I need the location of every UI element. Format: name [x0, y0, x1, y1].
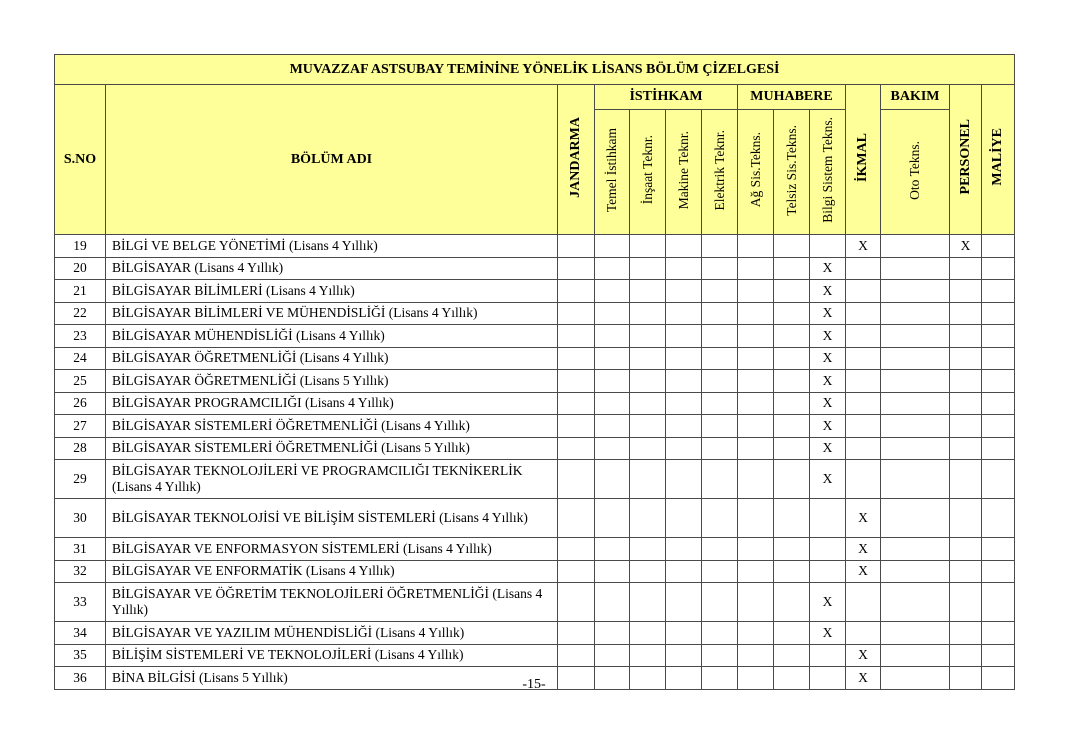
- mark-cell: [881, 583, 950, 622]
- mark-cell: [558, 392, 595, 415]
- lisans-bolum-table: [54, 54, 1015, 690]
- mark-cell: [881, 235, 950, 258]
- subheader-label: Ağ Sis.Tekns.: [747, 132, 763, 208]
- header-bakim: BAKIM: [881, 85, 950, 110]
- mark-cell: [881, 347, 950, 370]
- mark-cell: [666, 302, 702, 325]
- table-row: [55, 499, 1015, 538]
- table-row: [55, 257, 1015, 280]
- mark-cell: [846, 415, 881, 438]
- mark-cell: [846, 302, 881, 325]
- bolum-adi: BİLGİSAYAR TEKNOLOJİSİ VE BİLİŞİM SİSTEMLERİ (Lisans 4 Yıllık): [106, 499, 558, 538]
- mark-cell: [595, 644, 630, 667]
- mark-cell: [950, 257, 982, 280]
- subheader-bilgi-sistem-tekns: [810, 110, 846, 235]
- bolum-adi: BİLGİSAYAR PROGRAMCILIĞI (Lisans 4 Yıllık): [106, 392, 558, 415]
- subheader-label: Elektrik Teknr.: [711, 129, 727, 211]
- mark-cell: [630, 392, 666, 415]
- mark-cell: [738, 415, 774, 438]
- mark-cell: [774, 257, 810, 280]
- header-bolum-adi: BÖLÜM ADI: [106, 85, 558, 235]
- mark-cell: [558, 235, 595, 258]
- mark-cell: [982, 583, 1015, 622]
- mark-cell: [881, 370, 950, 393]
- mark-cell: [630, 538, 666, 561]
- row-number: 26: [55, 392, 106, 415]
- table-row: [55, 622, 1015, 645]
- mark-cell: [630, 437, 666, 460]
- mark-cell: [666, 347, 702, 370]
- mark-cell: [950, 280, 982, 303]
- mark-cell: [558, 499, 595, 538]
- subheader-temel-istihkam: [595, 110, 630, 235]
- mark-cell: [846, 622, 881, 645]
- mark-cell: [666, 370, 702, 393]
- mark-cell: [595, 622, 630, 645]
- table-row: [55, 583, 1015, 622]
- row-number: 32: [55, 560, 106, 583]
- mark-cell: [738, 460, 774, 499]
- mark-cell: [595, 257, 630, 280]
- mark-cell: [810, 560, 846, 583]
- mark-cell: [982, 392, 1015, 415]
- mark-cell: [774, 370, 810, 393]
- table-row: [55, 302, 1015, 325]
- mark-cell: [666, 235, 702, 258]
- mark-cell: [982, 257, 1015, 280]
- mark-cell: [950, 347, 982, 370]
- mark-cell: [702, 538, 738, 561]
- mark-cell: [950, 460, 982, 499]
- mark-cell: [881, 280, 950, 303]
- mark-cell: [950, 560, 982, 583]
- mark-cell: [774, 499, 810, 538]
- mark-cell: [630, 325, 666, 348]
- mark-cell: [702, 392, 738, 415]
- bolum-adi: BİNA BİLGİSİ (Lisans 5 Yıllık): [106, 667, 558, 690]
- mark-cell: [881, 392, 950, 415]
- mark-cell: [666, 325, 702, 348]
- mark-cell: [595, 583, 630, 622]
- mark-cell: [738, 392, 774, 415]
- mark-cell: [666, 499, 702, 538]
- mark-cell: [558, 325, 595, 348]
- row-number: 24: [55, 347, 106, 370]
- mark-cell: [950, 325, 982, 348]
- mark-cell: [950, 437, 982, 460]
- mark-cell: [774, 583, 810, 622]
- mark-cell: [774, 392, 810, 415]
- mark-cell: [630, 347, 666, 370]
- mark-cell: [558, 370, 595, 393]
- mark-cell: [982, 538, 1015, 561]
- mark-cell: [595, 235, 630, 258]
- mark-cell: [881, 460, 950, 499]
- mark-cell: [982, 370, 1015, 393]
- mark-cell: [702, 280, 738, 303]
- mark-cell: X: [846, 560, 881, 583]
- mark-cell: X: [810, 622, 846, 645]
- mark-cell: [810, 644, 846, 667]
- table-row: [55, 370, 1015, 393]
- mark-cell: [738, 538, 774, 561]
- mark-cell: X: [810, 437, 846, 460]
- mark-cell: [738, 644, 774, 667]
- table-row: [55, 644, 1015, 667]
- bolum-adi: BİLGİSAYAR BİLİMLERİ VE MÜHENDİSLİĞİ (Lisans 4 Yıllık): [106, 302, 558, 325]
- bolum-adi: BİLGİSAYAR VE ENFORMASYON SİSTEMLERİ (Lisans 4 Yıllık): [106, 538, 558, 561]
- mark-cell: X: [846, 644, 881, 667]
- mark-cell: [950, 583, 982, 622]
- mark-cell: [982, 415, 1015, 438]
- mark-cell: [881, 257, 950, 280]
- table-row: [55, 538, 1015, 561]
- header-maliye-label: MALİYE: [990, 128, 1005, 186]
- mark-cell: [666, 560, 702, 583]
- mark-cell: [774, 235, 810, 258]
- header-istihkam: İSTİHKAM: [595, 85, 738, 110]
- bolum-adi: BİLGİ VE BELGE YÖNETİMİ (Lisans 4 Yıllık): [106, 235, 558, 258]
- table-title: MUVAZZAF ASTSUBAY TEMİNİNE YÖNELİK LİSANS BÖLÜM ÇİZELGESİ: [55, 55, 1015, 85]
- header-ikmal-label: İKMAL: [855, 132, 870, 182]
- mark-cell: [702, 257, 738, 280]
- mark-cell: [810, 235, 846, 258]
- subheader-elektrik-teknr: [702, 110, 738, 235]
- mark-cell: [982, 560, 1015, 583]
- mark-cell: [774, 622, 810, 645]
- mark-cell: [774, 280, 810, 303]
- row-number: 25: [55, 370, 106, 393]
- mark-cell: [630, 280, 666, 303]
- table-row: [55, 392, 1015, 415]
- bolum-adi: BİLGİSAYAR MÜHENDİSLİĞİ (Lisans 4 Yıllık): [106, 325, 558, 348]
- table-row: [55, 460, 1015, 499]
- table-row: [55, 235, 1015, 258]
- mark-cell: [881, 415, 950, 438]
- mark-cell: [595, 392, 630, 415]
- mark-cell: [950, 415, 982, 438]
- mark-cell: [558, 302, 595, 325]
- mark-cell: [630, 560, 666, 583]
- mark-cell: [738, 560, 774, 583]
- mark-cell: [630, 499, 666, 538]
- row-number: 31: [55, 538, 106, 561]
- mark-cell: X: [846, 667, 881, 690]
- row-number: 27: [55, 415, 106, 438]
- mark-cell: [630, 257, 666, 280]
- mark-cell: X: [810, 347, 846, 370]
- mark-cell: [630, 302, 666, 325]
- bolum-adi: BİLGİSAYAR ÖĞRETMENLİĞİ (Lisans 4 Yıllık): [106, 347, 558, 370]
- mark-cell: [950, 370, 982, 393]
- mark-cell: [982, 235, 1015, 258]
- mark-cell: [846, 280, 881, 303]
- table-row: [55, 560, 1015, 583]
- mark-cell: [702, 437, 738, 460]
- mark-cell: [702, 370, 738, 393]
- mark-cell: [982, 302, 1015, 325]
- mark-cell: [846, 347, 881, 370]
- mark-cell: [702, 622, 738, 645]
- mark-cell: [881, 644, 950, 667]
- mark-cell: [630, 415, 666, 438]
- mark-cell: [630, 235, 666, 258]
- mark-cell: X: [810, 392, 846, 415]
- mark-cell: [558, 644, 595, 667]
- mark-cell: [702, 644, 738, 667]
- subheader-makine-teknr: [666, 110, 702, 235]
- mark-cell: [774, 644, 810, 667]
- mark-cell: [982, 644, 1015, 667]
- subheader-label: Bilgi Sistem Tekns.: [819, 117, 835, 223]
- mark-cell: [846, 257, 881, 280]
- mark-cell: [881, 437, 950, 460]
- mark-cell: [595, 415, 630, 438]
- mark-cell: [702, 499, 738, 538]
- mark-cell: [666, 644, 702, 667]
- header-personel: [950, 85, 982, 235]
- table-row: [55, 347, 1015, 370]
- mark-cell: [666, 392, 702, 415]
- mark-cell: [881, 325, 950, 348]
- subheader-label: Temel İstihkam: [604, 127, 620, 213]
- mark-cell: [595, 347, 630, 370]
- mark-cell: [881, 499, 950, 538]
- mark-cell: [950, 622, 982, 645]
- mark-cell: [558, 257, 595, 280]
- mark-cell: X: [810, 370, 846, 393]
- header-jandarma-label: JANDARMA: [568, 116, 583, 198]
- header-sno: S.NO: [55, 85, 106, 235]
- mark-cell: [558, 460, 595, 499]
- bolum-adi: BİLİŞİM SİSTEMLERİ VE TEKNOLOJİLERİ (Lisans 4 Yıllık): [106, 644, 558, 667]
- subheader-ag-sis-tekns: [738, 110, 774, 235]
- mark-cell: [881, 538, 950, 561]
- mark-cell: [630, 583, 666, 622]
- mark-cell: [666, 538, 702, 561]
- mark-cell: [595, 560, 630, 583]
- mark-cell: [595, 460, 630, 499]
- mark-cell: [774, 415, 810, 438]
- mark-cell: [630, 460, 666, 499]
- mark-cell: [881, 560, 950, 583]
- row-number: 20: [55, 257, 106, 280]
- row-number: 21: [55, 280, 106, 303]
- row-number: 34: [55, 622, 106, 645]
- mark-cell: [595, 370, 630, 393]
- header-jandarma: [558, 85, 595, 235]
- mark-cell: [558, 280, 595, 303]
- row-number: 33: [55, 583, 106, 622]
- mark-cell: X: [846, 499, 881, 538]
- subheader-insaat-teknr: [630, 110, 666, 235]
- mark-cell: [738, 583, 774, 622]
- subheader-telsiz-sis-tekns: [774, 110, 810, 235]
- mark-cell: [738, 235, 774, 258]
- mark-cell: [666, 280, 702, 303]
- bolum-adi: BİLGİSAYAR SİSTEMLERİ ÖĞRETMENLİĞİ (Lisans 5 Yıllık): [106, 437, 558, 460]
- mark-cell: X: [810, 460, 846, 499]
- bolum-adi: BİLGİSAYAR (Lisans 4 Yıllık): [106, 257, 558, 280]
- row-number: 36: [55, 667, 106, 690]
- mark-cell: [630, 622, 666, 645]
- mark-cell: [666, 622, 702, 645]
- mark-cell: [982, 325, 1015, 348]
- table-row: [55, 325, 1015, 348]
- mark-cell: [846, 392, 881, 415]
- subheader-label: İnşaat Teknr.: [639, 135, 655, 205]
- row-number: 30: [55, 499, 106, 538]
- mark-cell: [702, 302, 738, 325]
- bolum-adi: BİLGİSAYAR VE ÖĞRETİM TEKNOLOJİLERİ ÖĞRETMENLİĞİ (Lisans 4 Yıllık): [106, 583, 558, 622]
- mark-cell: [738, 347, 774, 370]
- mark-cell: [558, 415, 595, 438]
- row-number: 29: [55, 460, 106, 499]
- mark-cell: [666, 460, 702, 499]
- mark-cell: [774, 437, 810, 460]
- mark-cell: [630, 370, 666, 393]
- mark-cell: [558, 560, 595, 583]
- mark-cell: [666, 583, 702, 622]
- mark-cell: [738, 437, 774, 460]
- mark-cell: [558, 583, 595, 622]
- mark-cell: [702, 347, 738, 370]
- subheader-label: Oto Tekns.: [907, 140, 923, 200]
- mark-cell: [774, 538, 810, 561]
- mark-cell: [702, 560, 738, 583]
- mark-cell: [982, 280, 1015, 303]
- row-number: 19: [55, 235, 106, 258]
- mark-cell: [982, 622, 1015, 645]
- row-number: 28: [55, 437, 106, 460]
- bolum-adi: BİLGİSAYAR VE YAZILIM MÜHENDİSLİĞİ (Lisans 4 Yıllık): [106, 622, 558, 645]
- mark-cell: [774, 560, 810, 583]
- mark-cell: [666, 437, 702, 460]
- mark-cell: [702, 415, 738, 438]
- mark-cell: [595, 499, 630, 538]
- mark-cell: X: [950, 235, 982, 258]
- mark-cell: [881, 622, 950, 645]
- mark-cell: [881, 302, 950, 325]
- mark-cell: [774, 460, 810, 499]
- row-number: 35: [55, 644, 106, 667]
- page-number: -15-: [522, 677, 546, 692]
- mark-cell: [558, 347, 595, 370]
- header-muhabere: MUHABERE: [738, 85, 846, 110]
- mark-cell: [558, 622, 595, 645]
- mark-cell: [846, 460, 881, 499]
- mark-cell: [810, 538, 846, 561]
- row-number: 22: [55, 302, 106, 325]
- table-row: [55, 280, 1015, 303]
- mark-cell: [982, 437, 1015, 460]
- mark-cell: [595, 437, 630, 460]
- mark-cell: [738, 370, 774, 393]
- mark-cell: [982, 347, 1015, 370]
- bolum-adi: BİLGİSAYAR ÖĞRETMENLİĞİ (Lisans 5 Yıllık): [106, 370, 558, 393]
- mark-cell: [738, 257, 774, 280]
- mark-cell: X: [810, 257, 846, 280]
- mark-cell: [666, 257, 702, 280]
- header-maliye: [982, 85, 1015, 235]
- mark-cell: X: [810, 302, 846, 325]
- bolum-adi: BİLGİSAYAR TEKNOLOJİLERİ VE PROGRAMCILIĞI TEKNİKERLİK (Lisans 4 Yıllık): [106, 460, 558, 499]
- mark-cell: X: [810, 280, 846, 303]
- mark-cell: [702, 583, 738, 622]
- mark-cell: [738, 280, 774, 303]
- mark-cell: X: [846, 538, 881, 561]
- mark-cell: X: [810, 415, 846, 438]
- mark-cell: [774, 347, 810, 370]
- header-ikmal: [846, 85, 881, 235]
- mark-cell: [595, 302, 630, 325]
- mark-cell: [846, 437, 881, 460]
- mark-cell: [666, 415, 702, 438]
- mark-cell: [950, 644, 982, 667]
- subheader-oto-tekns: [881, 110, 950, 235]
- mark-cell: [738, 325, 774, 348]
- mark-cell: [738, 302, 774, 325]
- mark-cell: [595, 538, 630, 561]
- row-number: 23: [55, 325, 106, 348]
- mark-cell: [982, 460, 1015, 499]
- mark-cell: [702, 235, 738, 258]
- subheader-label: Makine Teknr.: [675, 130, 691, 210]
- mark-cell: X: [810, 325, 846, 348]
- mark-cell: [702, 460, 738, 499]
- mark-cell: [595, 280, 630, 303]
- mark-cell: [630, 644, 666, 667]
- bolum-adi: BİLGİSAYAR BİLİMLERİ (Lisans 4 Yıllık): [106, 280, 558, 303]
- mark-cell: [982, 499, 1015, 538]
- mark-cell: [846, 370, 881, 393]
- mark-cell: [774, 325, 810, 348]
- mark-cell: [738, 622, 774, 645]
- mark-cell: [950, 302, 982, 325]
- bolum-adi: BİLGİSAYAR SİSTEMLERİ ÖĞRETMENLİĞİ (Lisans 4 Yıllık): [106, 415, 558, 438]
- table-row: [55, 415, 1015, 438]
- mark-cell: [846, 325, 881, 348]
- mark-cell: [950, 392, 982, 415]
- mark-cell: X: [810, 583, 846, 622]
- bolum-adi: BİLGİSAYAR VE ENFORMATİK (Lisans 4 Yıllık): [106, 560, 558, 583]
- mark-cell: [738, 499, 774, 538]
- mark-cell: [702, 325, 738, 348]
- mark-cell: [810, 499, 846, 538]
- mark-cell: [595, 325, 630, 348]
- table-row: [55, 437, 1015, 460]
- mark-cell: [950, 499, 982, 538]
- mark-cell: [558, 437, 595, 460]
- mark-cell: [846, 583, 881, 622]
- mark-cell: [950, 538, 982, 561]
- header-personel-label: PERSONEL: [957, 119, 973, 195]
- mark-cell: X: [846, 235, 881, 258]
- mark-cell: [558, 538, 595, 561]
- subheader-label: Telsiz Sis.Tekns.: [783, 124, 799, 216]
- mark-cell: [774, 302, 810, 325]
